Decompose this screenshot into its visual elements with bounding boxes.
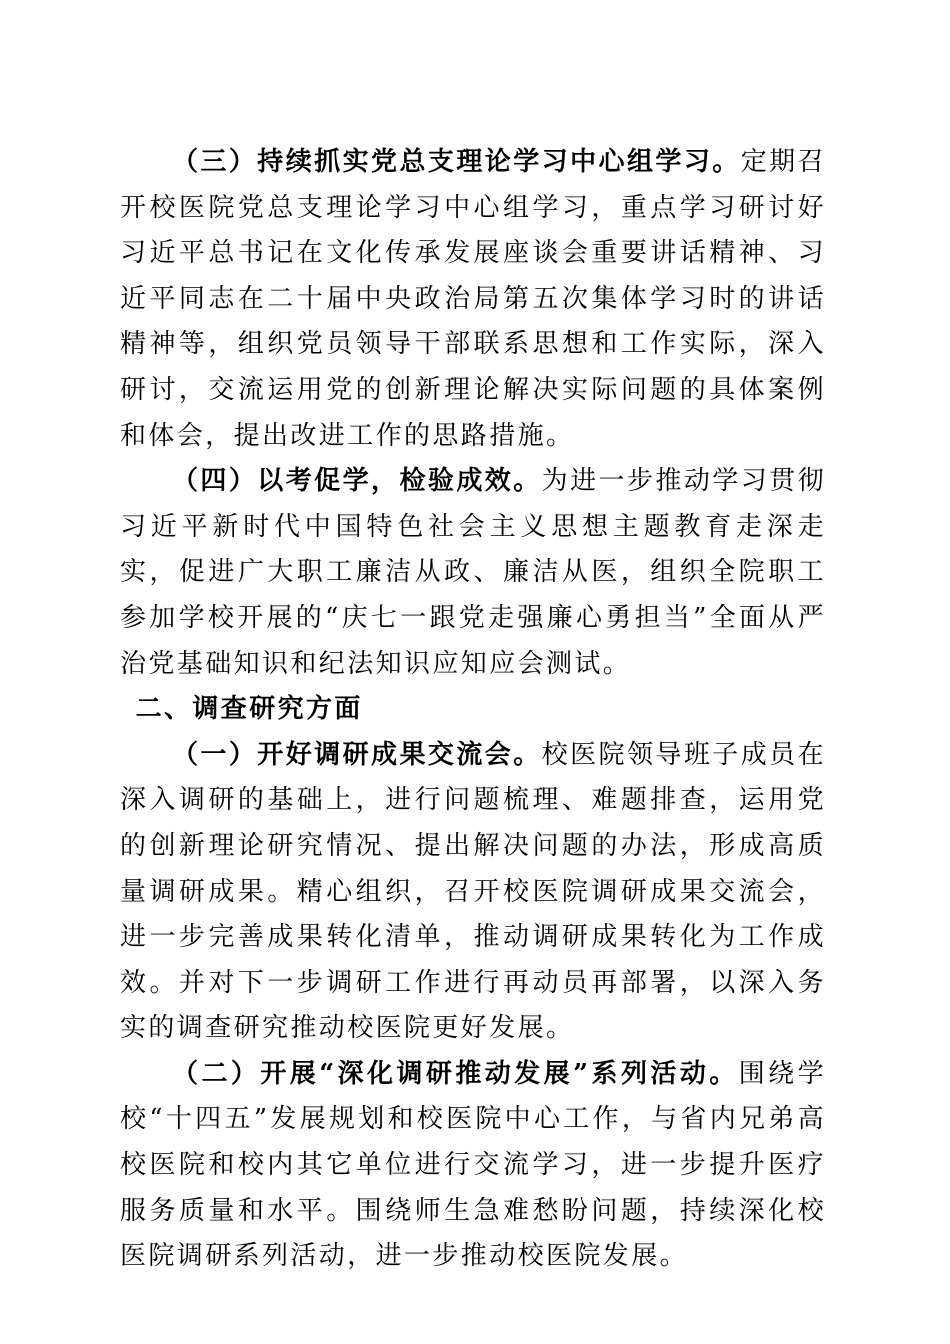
paragraph-4-body: 为进一步推动学习贯彻习近平新时代中国特色社会主义思想主题教育走深走实，促进广大职工廉洁从政、廉洁从医，组织全院职工参加学校开展的“庆七一跟党走强廉心勇担当”全面从严治党基础知识和纪法知识应知应会测试。 (120, 466, 826, 679)
section-paragraph-1 (120, 733, 826, 1052)
section-paragraph-1-lead: （一）开好调研成果交流会。 (172, 739, 542, 770)
section-paragraph-2-body: 围绕学校“十四五”发展规划和校医院中心工作，与省内兄弟高校医院和校内其它单位进行交流学习，进一步提升医疗服务质量和水平。围绕师生急难愁盼问题，持续深化校医院调研系列活动，进一步推动校医院发展。 (120, 1058, 826, 1272)
paragraph-3 (120, 140, 826, 459)
paragraph-3-lead: （三）持续抓实党总支理论学习中心组学习。 (172, 147, 741, 177)
paragraph-3-body: 定期召开校医院党总支理论学习中心组学习，重点学习研讨好习近平总书记在文化传承发展座谈会重要讲话精神、习近平同志在二十届中央政治局第五次集体学习时的讲话精神等，组织党员领导干部联系思想和工作实际，深入研讨，交流运用党的创新理论解决实际问题的具体案例和体会，提出改进工作的思路措施。 (120, 147, 826, 451)
section-heading: 二、调查研究方面 (135, 694, 363, 725)
section-paragraph-1-body: 校医院领导班子成员在深入调研的基础上，进行问题梳理、难题排查，运用党的创新理论研究情况、提出解决问题的办法，形成高质量调研成果。精心组织，召开校医院调研成果交流会，进一步完善成果转化清单，推动调研成果转化为工作成效。并对下一步调研工作进行再动员再部署，以深入务实的调查研究推动校医院更好发展。 (120, 739, 826, 1044)
section-paragraph-2-lead: （二）开展“深化调研推动发展”系列活动。 (172, 1058, 739, 1089)
paragraph-4 (120, 459, 826, 687)
document-body (120, 140, 826, 1280)
section-paragraph-2 (120, 1052, 826, 1280)
paragraph-4-lead: （四）以考促学，检验成效。 (172, 466, 542, 497)
